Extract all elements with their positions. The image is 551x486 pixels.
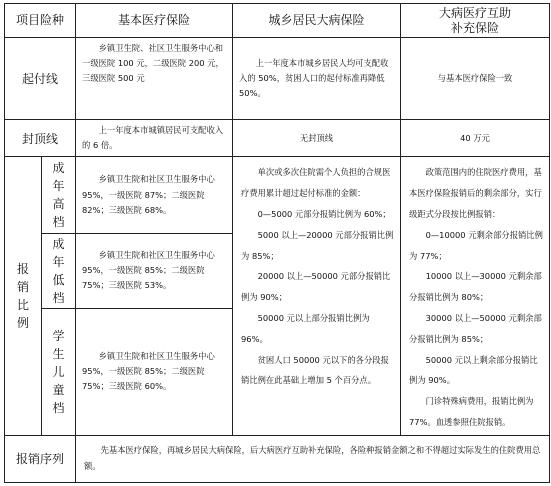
tier-adult-low-basic-text: 乡镇卫生院和社区卫生服务中心 95%，一级医院 85%；二级医院 75%；三级医院 53%。	[82, 250, 215, 291]
tier-adult-high-basic-text: 乡镇卫生院和社区卫生服务中心 95%，一级医院 87%；二级医院 82%；三级医院 68%。	[82, 174, 215, 215]
supplementary-line: 0—10000 元剩余部分报销比例为 77%；	[409, 229, 543, 261]
sequence-label: 报销序列	[5, 435, 76, 482]
tier-adult-high-basic	[76, 157, 233, 234]
deductible-urban-rural-text: 上一年度本市城乡居民人均可支配收入的 50%，贫困人口的起付标准再降低 50%。	[239, 57, 389, 99]
deductible-basic-text: 乡镇卫生院、社区卫生服务中心和一级医院 100 元，二级医院 200 元，三级医院 500 元	[82, 43, 224, 84]
supplementary-line: 门诊特殊病费用，报销比例为 77%。血透参照住院报销。	[409, 396, 534, 427]
cap-urban-rural: 无封顶线	[233, 120, 401, 157]
urban-rural-line: 50000 元以上部分报销比例为 96%。	[241, 312, 370, 344]
urban-rural-line: 贫困人口 50000 元以下的各分段报销比例在此基础上增加 5 个百分点。	[241, 354, 389, 386]
reimbursement-label	[5, 157, 42, 435]
header-basic-insurance: 基本医疗保险	[76, 4, 233, 38]
urban-rural-line: 0—5000 元部分报销比例为 60%；	[257, 209, 391, 219]
sequence-text-cell	[76, 435, 550, 482]
reimbursement-supplementary	[401, 157, 550, 435]
urban-rural-line: 20000 以上—50000 元部分报销比例为 90%；	[241, 271, 391, 303]
reimbursement-urban-rural	[233, 157, 401, 435]
header-category: 项目险种	[5, 4, 76, 38]
cap-label: 封顶线	[5, 120, 76, 157]
cap-row	[5, 120, 550, 157]
supplementary-line: 10000 以上—30000 元剩余部分报销比例为 80%；	[409, 271, 542, 303]
tier-student-child-label	[42, 308, 76, 435]
reimbursement-row-adult-high	[5, 157, 550, 234]
cap-basic	[76, 120, 233, 157]
urban-rural-line: 5000 以上—20000 元部分报销比例为 85%；	[241, 229, 394, 261]
sequence-row	[5, 435, 550, 482]
insurance-comparison-table	[4, 3, 550, 483]
cap-basic-text: 上一年度本市城镇居民可支配收入的 6 倍。	[82, 125, 224, 151]
sequence-text: 先基本医疗保险，再城乡居民大病保险，后大病医疗互助补充保险，各险种报销金额之和不得超过实际发生的住院费用总额。	[84, 445, 541, 471]
tier-adult-low-label	[42, 234, 76, 309]
tier-student-child-text: 学生儿童档	[52, 328, 65, 415]
header-supplementary-insurance: 大病医疗互助 补充保险	[401, 4, 550, 38]
deductible-row	[5, 38, 550, 120]
header-urban-rural-insurance: 城乡居民大病保险	[233, 4, 401, 38]
tier-adult-high-text: 成年高档	[52, 161, 65, 230]
deductible-label: 起付线	[5, 38, 76, 120]
tier-student-child-basic-text: 乡镇卫生院和社区卫生服务中心 95%，一级医院 85%；二级医院 75%；三级医院 60%。	[82, 350, 215, 392]
urban-rural-line: 单次或多次住院需个人负担的合规医疗费用累计超过起付标准的金额：	[241, 167, 391, 199]
tier-adult-high-label	[42, 157, 76, 234]
deductible-urban-rural	[233, 38, 401, 120]
deductible-basic	[76, 38, 233, 120]
header-row	[5, 4, 550, 38]
supplementary-line: 政策范围内的住院医疗费用，基本医疗保险报销后的剩余部分，实行级距式分段按比例报销：	[409, 167, 542, 219]
tier-adult-low-basic	[76, 234, 233, 309]
reimbursement-label-text: 报销比例	[16, 262, 29, 331]
tier-student-child-basic	[76, 308, 233, 435]
supplementary-line: 50000 元以上剩余部分报销比例为 90%。	[409, 354, 538, 386]
tier-adult-low-text: 成年低档	[52, 236, 65, 305]
cap-supplementary: 40 万元	[401, 120, 550, 157]
supplementary-line: 30000 以上—50000 元剩余部分报销比例为 85%；	[409, 312, 542, 344]
deductible-supplementary: 与基本医疗保险一致	[401, 38, 550, 120]
